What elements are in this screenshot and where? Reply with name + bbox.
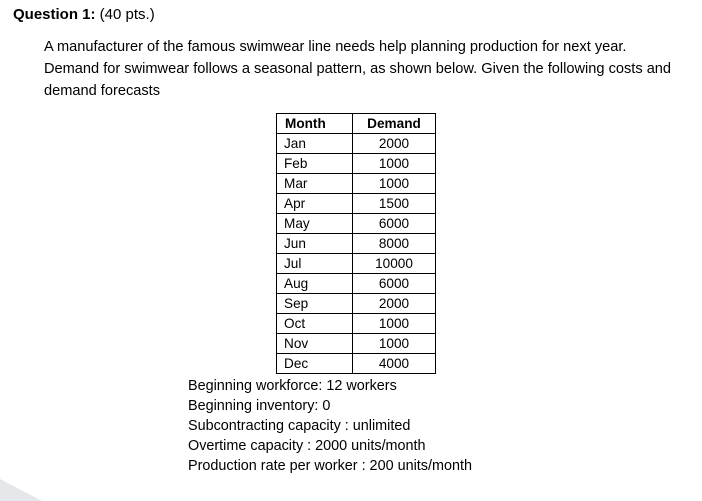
- demand-cell: 6000: [353, 214, 436, 234]
- demand-header: Demand: [353, 114, 436, 134]
- demand-cell: 1000: [353, 334, 436, 354]
- page-corner-decoration: [0, 479, 42, 501]
- month-cell: May: [277, 214, 353, 234]
- month-cell: Apr: [277, 194, 353, 214]
- intro-paragraph: A manufacturer of the famous swimwear line needs help planning production for next year. Demand for swimwear follows a seasonal pattern, as shown below. Given the following costs and demand forecasts: [44, 39, 672, 99]
- table-row: [277, 234, 436, 254]
- beginning-workforce: Beginning workforce: 12 workers: [188, 378, 397, 394]
- demand-cell: 1500: [353, 194, 436, 214]
- demand-cell: 6000: [353, 274, 436, 294]
- table-row: [277, 314, 436, 334]
- demand-cell: 4000: [353, 354, 436, 374]
- month-cell: Feb: [277, 154, 353, 174]
- month-cell: Oct: [277, 314, 353, 334]
- production-rate: Production rate per worker : 200 units/month: [188, 458, 472, 474]
- month-cell: Jun: [277, 234, 353, 254]
- month-cell: Dec: [277, 354, 353, 374]
- table-row: [277, 214, 436, 234]
- month-header: Month: [277, 114, 353, 134]
- table-row: [277, 154, 436, 174]
- month-cell: Aug: [277, 274, 353, 294]
- table-row: [277, 194, 436, 214]
- overtime-capacity: Overtime capacity : 2000 units/month: [188, 438, 426, 454]
- demand-cell: 2000: [353, 294, 436, 314]
- month-cell: Nov: [277, 334, 353, 354]
- table-header-row: [277, 114, 436, 134]
- demand-cell: 1000: [353, 314, 436, 334]
- question-heading: [13, 5, 155, 25]
- demand-cell: 1000: [353, 154, 436, 174]
- subcontracting-capacity: Subcontracting capacity : unlimited: [188, 418, 411, 434]
- table-row: [277, 334, 436, 354]
- month-cell: Sep: [277, 294, 353, 314]
- month-cell: Mar: [277, 174, 353, 194]
- month-cell: Jul: [277, 254, 353, 274]
- table-row: [277, 174, 436, 194]
- table-row: [277, 294, 436, 314]
- demand-cell: 2000: [353, 134, 436, 154]
- table-row: [277, 354, 436, 374]
- question-points: (40 pts.): [95, 6, 155, 23]
- table-row: [277, 134, 436, 154]
- demand-cell: 10000: [353, 254, 436, 274]
- table-row: [277, 274, 436, 294]
- demand-table: [276, 113, 436, 374]
- beginning-inventory: Beginning inventory: 0: [188, 398, 331, 414]
- demand-cell: 8000: [353, 234, 436, 254]
- table-row: [277, 254, 436, 274]
- month-cell: Jan: [277, 134, 353, 154]
- demand-cell: 1000: [353, 174, 436, 194]
- parameters-list: [188, 376, 472, 476]
- question-label: Question 1:: [13, 6, 96, 23]
